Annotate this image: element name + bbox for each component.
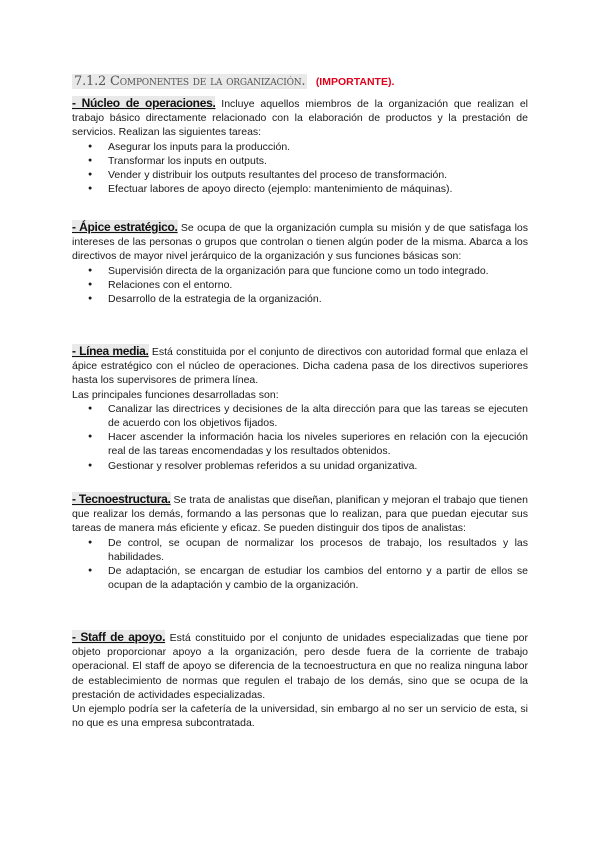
- section-text: Está constituido por el conjunto de unidades especializadas que tiene por objeto proporcionar apoyo a la organización, pero desde fuera de la corriente de trabajo operacional. El staff de apoyo se diferencia de la tecnoestructura en que no realiza ninguna labor de establecimiento de normas que regulen el trabajo de los demás, sino que se ocupa de la prestación de actividades especializadas.: [72, 632, 528, 701]
- section-paragraph: [72, 630, 528, 702]
- list-item: ● De adaptación, se encargan de estudiar los cambios del entorno y a partir de ellos se ocupan de la adaptación y cambio de la organización.: [72, 564, 528, 592]
- section-text: Está constituida por el conjunto de directivos con autoridad formal que enlaza el ápice estratégico con el núcleo de operaciones. Dicha cadena pasa de los directivos superiores hasta los supervisores de primera línea.: [72, 346, 528, 387]
- list-item: ● Efectuar labores de apoyo directo (ejemplo: mantenimiento de máquinas).: [72, 182, 528, 196]
- list-item: ● Hacer ascender la información hacia los niveles superiores en relación con la ejecución real de las tareas encomendadas y los resultados obtenidos.: [72, 430, 528, 458]
- section-paragraph: [72, 220, 528, 264]
- section-paragraph: [72, 96, 528, 140]
- section-paragraph: [72, 344, 528, 388]
- list-item: ● Relaciones con el entorno.: [72, 278, 528, 292]
- bullet-list: [72, 264, 528, 307]
- bullet-list: [72, 140, 528, 197]
- bullet-list: [72, 536, 528, 593]
- section-heading: - Staff de apoyo.: [72, 630, 166, 644]
- list-item: ● Transformar los inputs en outputs.: [72, 154, 528, 168]
- section-title: 7.1.2 Componentes de la organización.: [74, 74, 306, 89]
- section-text: Incluye aquellos miembros de la organización que realizan el trabajo básico directamente relacionado con la elaboración de productos y la prestación de servicios. Realizan las siguientes tareas:: [72, 98, 528, 139]
- section-text: Se ocupa de que la organización cumpla su misión y de que satisfaga los intereses de las personas o grupos que controlan o tienen algún poder de la misma. Abarca a los directivos de mayor nivel jerárquico de la organización y sus funciones básicas son:: [72, 222, 528, 263]
- section-heading: - Núcleo de operaciones.: [72, 96, 216, 110]
- list-item: ● Desarrollo de la estrategia de la organización.: [72, 292, 528, 306]
- list-item: ● Canalizar las directrices y decisiones de la alta dirección para que las tareas se ejecuten de acuerdo con los objetivos fijados.: [72, 402, 528, 430]
- list-item: ● Asegurar los inputs para la producción.: [72, 140, 528, 154]
- section-title-line: [72, 72, 394, 90]
- section-text: Se trata de analistas que diseñan, planifican y mejoran el trabajo que tienen que realizar los demás, formando a las personas que lo realizan, para que puedan ejecutar sus tareas de manera más eficiente y eficaz. Se pueden distinguir dos tipos de analistas:: [72, 494, 528, 535]
- section-text-secondary: Un ejemplo podría ser la cafetería de la universidad, sin embargo al no ser un servicio de esta, si no que es una empresa subcontratada.: [72, 703, 528, 730]
- section-paragraph: [72, 492, 528, 536]
- section-nucleo-operaciones: [72, 96, 528, 196]
- section-text-secondary: Las principales funciones desarrolladas son:: [72, 388, 279, 401]
- section-linea-media: [72, 344, 528, 473]
- list-item: ● Gestionar y resolver problemas referidos a su unidad organizativa.: [72, 459, 528, 473]
- important-label: (IMPORTANTE).: [315, 76, 395, 88]
- list-item: ● De control, se ocupan de normalizar los procesos de trabajo, los resultados y las habilidades.: [72, 536, 528, 564]
- section-staff-apoyo: [72, 630, 528, 730]
- bullet-list: [72, 402, 528, 473]
- section-apice-estrategico: [72, 220, 528, 306]
- list-item: ● Supervisión directa de la organización para que funcione como un todo integrado.: [72, 264, 528, 278]
- section-heading: - Tecnoestructura.: [72, 492, 171, 506]
- list-item: ● Vender y distribuir los outputs resultantes del proceso de transformación.: [72, 168, 528, 182]
- section-heading: - Ápice estratégico.: [72, 220, 178, 234]
- section-tecnoestructura: [72, 492, 528, 592]
- section-heading: - Línea media.: [72, 344, 149, 358]
